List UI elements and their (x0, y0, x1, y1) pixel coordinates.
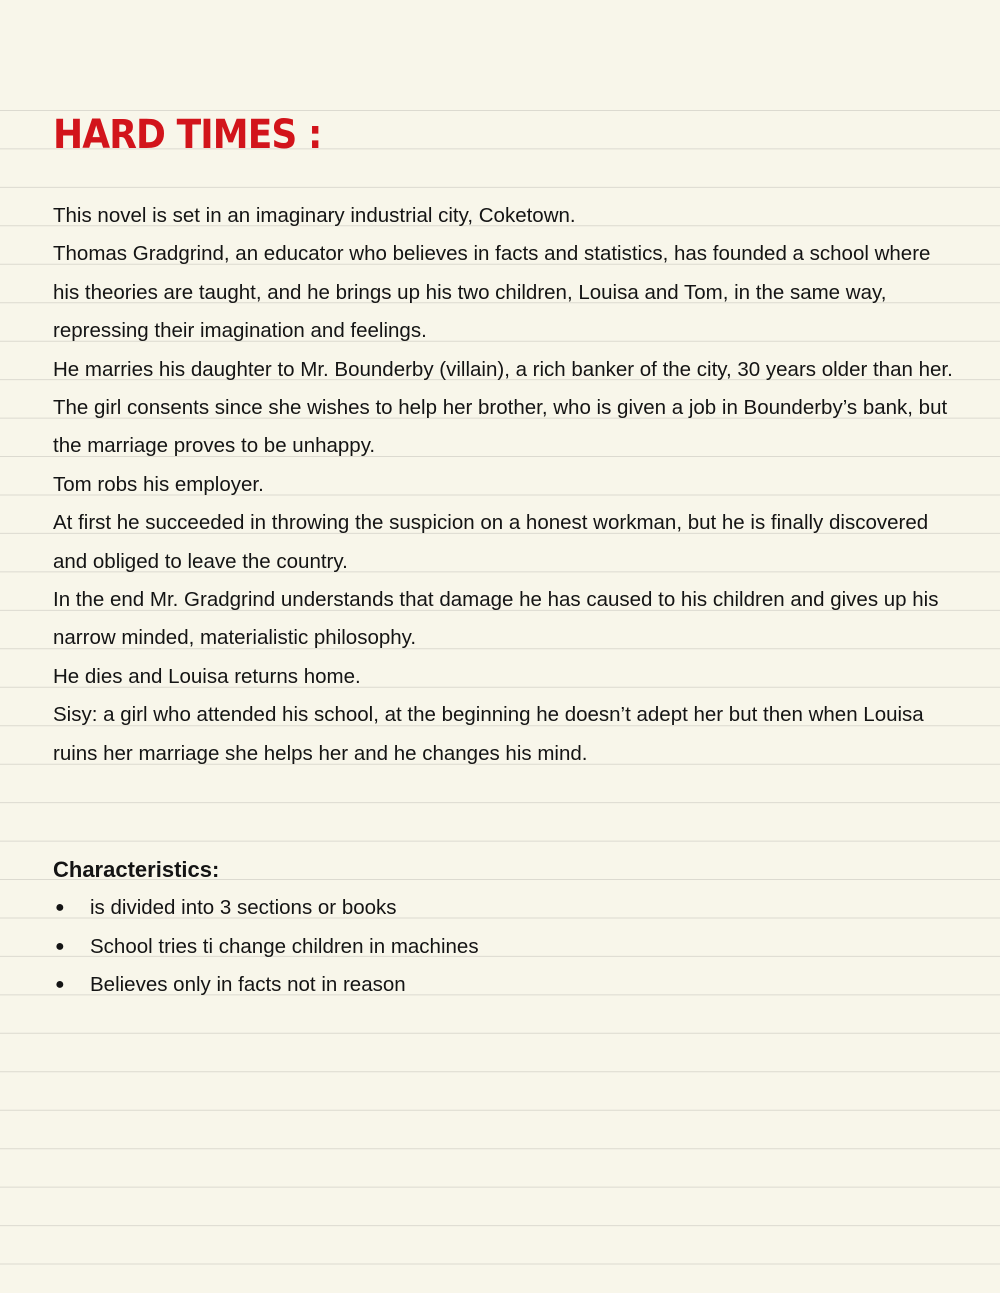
paragraph: Tom robs his employer. (53, 472, 264, 496)
characteristics-heading: Characteristics: (53, 857, 220, 882)
paragraph: Sisy: a girl who attended his school, at the beginning he doesn’t adept her but then when Louisa ruins her marriage she helps her and he changes his mind. (53, 703, 924, 765)
characteristics-list (53, 889, 479, 1005)
summary-text (53, 197, 953, 773)
paragraph: He dies and Louisa returns home. (53, 664, 361, 688)
page-title: HARD TIMES : (53, 112, 322, 158)
paragraph: At first he succeeded in throwing the suspicion on a honest workman, but he is finally discovered and obliged to leave the country. (53, 511, 929, 573)
paragraph: This novel is set in an imaginary industrial city, Coketown. (53, 204, 576, 227)
bullet-icon: ● (55, 899, 65, 916)
paragraph: Thomas Gradgrind, an educator who believes in facts and statistics, has founded a school where his theories are taught, and he brings up his two children, Louisa and Tom, in the same way, repressing their imagination and feelings. (53, 242, 931, 343)
list-item-text: School tries ti change children in machines (90, 934, 479, 958)
paragraph: He marries his daughter to Mr. Bounderby (villain), a rich banker of the city, 30 years older than her. (53, 357, 953, 381)
paragraph: In the end Mr. Gradgrind understands that damage he has caused to his children and gives up his narrow minded, materialistic philosophy. (53, 588, 939, 650)
list-item (53, 889, 479, 928)
list-item-text: is divided into 3 sections or books (90, 896, 397, 919)
bullet-icon: ● (55, 976, 65, 994)
paragraph: The girl consents since she wishes to help her brother, who is given a job in Bounderby’s bank, but the marriage proves to be unhappy. (53, 396, 948, 458)
list-item (53, 966, 479, 1005)
list-item-text: Believes only in facts not in reason (90, 973, 406, 997)
list-item (53, 928, 479, 967)
bullet-icon: ● (55, 937, 65, 955)
